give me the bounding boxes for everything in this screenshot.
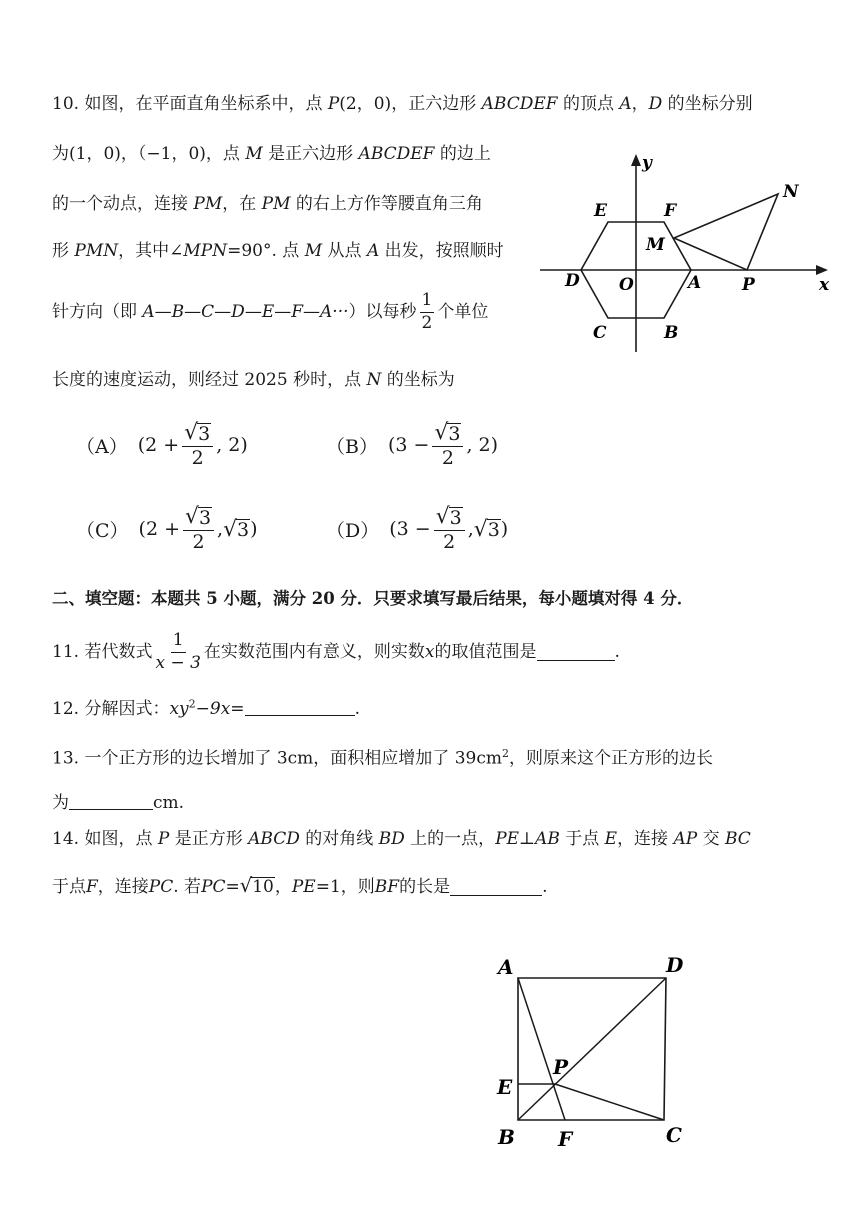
fraction-numerator: 1 [420,292,435,313]
point-m-label: M [245,144,263,164]
q10-text: ，其中∠ [118,241,184,261]
label-b: B [664,323,679,343]
option-d[interactable] [326,506,508,553]
q10-text: 的右上方作等腰直角三角 [290,194,483,214]
fraction-1-over-x-minus-3 [155,632,200,673]
q10-line-1 [52,96,753,113]
label-y: y [642,153,652,173]
label-p: P [553,1055,569,1079]
square-name: ABCD [248,829,300,849]
radicand: 3 [449,506,462,529]
hexagon-name: ABCDEF [481,94,558,114]
triangle-pmn [674,194,778,270]
q14-text: 的对角线 [299,829,379,849]
label-e: E [594,201,607,221]
segment-pm: PM [261,194,291,214]
q10-text: (2，0)，正六边形 [339,94,482,114]
point-a-label: A [619,94,632,114]
q14-text: ，连接 [617,829,674,849]
option-d-open: (3 − [389,518,431,541]
q10-text: ， [631,94,649,114]
option-a[interactable] [76,422,248,469]
q14-text: = [225,876,240,897]
q14-text: . [542,876,548,897]
answer-blank-q14[interactable] [450,878,542,896]
q11-line [52,632,620,673]
q11-text: 的取值范围是 [434,641,537,662]
hexagon-figure [536,148,836,358]
q10-line-3 [52,196,483,213]
option-a-open: (2 + [137,434,180,457]
q14-text: =1，则 [315,876,375,897]
sqrt-3: √ 3 [473,516,500,542]
segment-bd: BD [378,829,405,849]
q14-text: 上的一点， [404,829,496,849]
y-axis-arrow [631,154,641,166]
answer-blank-q13[interactable] [69,792,153,810]
segment-ap: AP [673,829,698,849]
segment-pe: PE [291,876,316,897]
point-p-label: P [157,829,170,849]
q10-text: 的一个动点，连接 [52,194,194,214]
q10-text: ）以每秒 [348,301,417,322]
segment-af [518,978,565,1120]
q10-line-4 [52,243,504,260]
q14-text: 交 [697,829,725,849]
motion-path: A—B—C—D—E—F—A··· [142,301,349,322]
point-m-label: M [304,241,323,261]
triangle-pmn: PMN [74,241,119,261]
q10-text: 的顶点 [557,94,620,114]
label-a: A [498,955,514,979]
q11-text: 11. 若代数式 [52,641,153,662]
square-figure [488,950,708,1155]
label-f: F [558,1127,573,1151]
radicand: 3 [237,519,250,542]
fraction-denominator: 2 [421,312,433,333]
option-c-comma: , [217,518,224,541]
q14-text: . 若 [173,876,202,897]
q14-text: 14. 如图，点 [52,829,158,849]
fraction-sqrt3-over-2: √ 3 2 [432,422,463,469]
label-d: D [565,271,580,291]
q10-text: 针方向（即 [52,301,143,322]
superscript: 2 [188,697,196,711]
q12-line [52,698,360,718]
q14-line-1 [52,831,751,848]
label-n: N [783,182,799,202]
q14-text: 于点 [52,876,86,897]
fraction-denominator: 2 [191,446,204,469]
option-c-open: (2 + [138,518,181,541]
fraction-denominator: x − 3 [155,652,201,673]
q10-text: 的坐标为 [381,370,455,390]
label-c: C [593,323,607,343]
answer-blank-q12[interactable] [245,698,355,716]
diagonal-bd [518,978,666,1120]
q11-text: 在实数范围内有意义，则实数 [203,641,425,662]
q12-expression: xy [169,699,189,719]
label-d: D [666,953,684,977]
q10-line-6 [52,372,455,389]
q10-text: 的边上 [434,144,491,164]
q10-text: 长度的速度运动，则经过 2025 秒时，点 [52,370,367,390]
q10-text: 个单位 [437,301,489,322]
sqrt-3: √ 3 [223,516,250,542]
q10-text: ，在 [222,194,262,214]
radicand: 3 [487,519,500,542]
option-a-close: , 2) [216,434,248,457]
radicand: 3 [198,506,212,529]
fraction-sqrt3-over-2: √ 3 2 [182,422,213,469]
option-c-label: （C） [76,519,129,542]
q11-text: . [614,641,620,662]
q12-text: . [354,699,360,719]
point-a-label: A [366,241,380,261]
fraction-denominator: 2 [192,530,205,553]
option-b-open: (3 − [387,434,430,457]
option-b-close: , 2) [466,434,499,457]
fraction-sqrt3-over-2: √ 3 2 [183,506,214,553]
option-d-label: （D） [326,519,380,542]
q13-line-1 [52,748,713,768]
label-a: A [688,273,702,293]
label-c: C [666,1123,682,1147]
option-c-close: ) [250,518,258,541]
q13-unit: cm. [153,793,185,813]
option-a-label: （A） [76,435,128,458]
label-e: E [497,1075,513,1099]
perpendicular-symbol: ⊥ [519,829,536,849]
fraction-denominator: 2 [441,446,454,469]
option-d-close: ) [500,518,509,541]
point-f-label: F [86,876,98,897]
segment-pc: PC [201,876,226,897]
q14-text: ，连接 [97,876,149,897]
segment-bc: BC [725,829,751,849]
point-n-label: N [366,370,382,390]
q13-line-2 [52,792,184,812]
q10-line-2 [52,146,491,163]
q13-text: 13. 一个正方形的边长增加了 3cm，面积相应增加了 39cm [52,748,502,769]
segment-ab: AB [535,829,560,849]
q14-text: 于点 [559,829,605,849]
q10-line-5 [52,292,488,333]
label-x: x [819,275,830,295]
fraction-numerator: 1 [171,632,186,653]
q10-text: =90°. 点 [227,241,305,261]
q14-text: ， [274,876,292,897]
q14-text: 是正方形 [169,829,249,849]
q14-line-2 [52,876,547,896]
q13-text: 为 [52,793,69,813]
angle-mpn: MPN [183,241,228,261]
q10-text: 为(1，0)，（−1，0)，点 [52,144,246,164]
point-d-label: D [648,94,663,114]
segment-pe: PE [495,829,520,849]
segment-pc [555,1084,664,1120]
q10-text: 的坐标分别 [662,94,753,114]
label-p: P [742,275,755,295]
q14-text: 的长是 [399,876,451,897]
variable-x: x [424,641,435,662]
fraction-one-half [420,292,435,333]
radicand: 3 [198,422,211,445]
label-b: B [498,1125,515,1149]
fraction-sqrt3-over-2: √ 3 2 [434,506,465,553]
segment-bf: BF [374,876,400,897]
point-p-label: P [327,94,340,114]
segment-pc: PC [148,876,174,897]
option-b-label: （B） [326,435,378,458]
label-m: M [646,235,665,255]
radicand: 10 [252,876,274,897]
q10-text: 形 [52,241,75,261]
section-2-heading: 二、填空题：本题共 5 小题，满分 20 分．只要求填写最后结果，每小题填对得 4 分． [52,589,694,608]
label-f: F [664,201,677,221]
option-c[interactable] [76,506,258,553]
q10-text: 是正六边形 [262,144,359,164]
label-o: O [619,275,634,295]
sqrt-10: √ 10 [239,874,274,897]
option-b[interactable] [326,422,498,469]
option-d-comma: , [467,518,474,541]
superscript: 2 [501,747,509,760]
segment-pm: PM [193,194,223,214]
q13-text: ，则原来这个正方形的边长 [508,748,713,769]
x-axis-arrow [816,265,828,275]
hexagon-name: ABCDEF [358,144,435,164]
answer-blank-q11[interactable] [537,643,615,661]
q10-text: 从点 [322,241,367,261]
fraction-denominator: 2 [443,530,456,553]
q10-text: 出发，按照顺时 [379,241,504,261]
q10-text: 10. 如图，在平面直角坐标系中，点 [52,94,328,114]
q12-text: 12. 分解因式： [52,699,170,719]
point-e-label: E [604,829,618,849]
radicand: 3 [448,422,461,445]
q12-expression: −9x= [195,699,245,719]
